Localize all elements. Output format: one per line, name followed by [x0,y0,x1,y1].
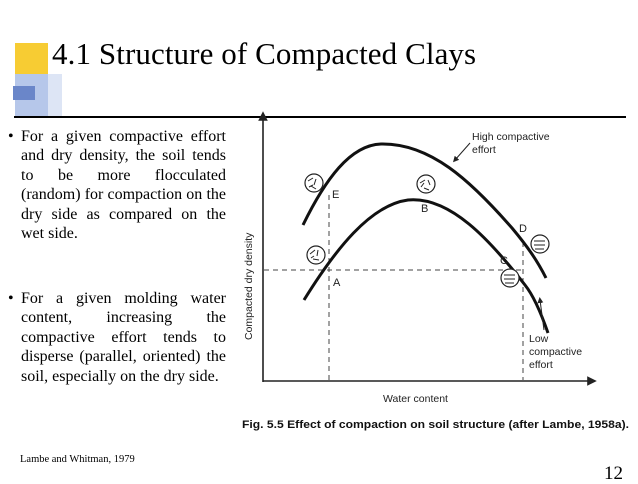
structure-icon-d [531,235,549,253]
low-effort-label-line3: effort [529,359,553,371]
point-label-a: A [333,277,341,289]
page-number: 12 [604,463,623,484]
bullet-item [8,289,226,386]
point-label-b: B [421,203,429,215]
compaction-diagram [235,105,633,440]
point-label-d: D [519,223,527,235]
y-axis-label: Compacted dry density [243,232,255,340]
bullet-text: For a given compactive effort and dry density, the soil tends to be more flocculated (random) for compaction on the dry side as compared on the wet side. [21,128,226,243]
structure-icon-e [305,174,323,192]
bullet-marker: • [8,290,14,307]
citation: Lambe and Whitman, 1979 [20,454,135,465]
structure-icon-c [501,269,519,287]
high-effort-leader [455,143,470,160]
low-effort-label-line2: compactive [529,346,583,358]
structure-icon-a [307,246,325,264]
deco-square-blue-dark [13,86,35,100]
high-effort-label-line1: High compactive [472,131,550,143]
x-axis-label: Water content [383,393,448,405]
low-effort-curve [304,200,548,333]
slide-title: 4.1 Structure of Compacted Clays [52,36,477,71]
bullet-text: For a given molding water content, increasing the compactive effort tends to disperse (parallel, oriented) the soil, especially on the dry side. [21,290,226,385]
low-effort-label-line1: Low [529,333,549,345]
structure-icon-b [417,175,435,193]
deco-square-yellow [15,43,48,74]
point-label-e: E [332,189,340,201]
figure-caption: Fig. 5.5 Effect of compaction on soil structure (after Lambe, 1958a). [242,419,629,431]
deco-square-blue-pale [48,74,62,116]
point-label-c: C [500,255,508,267]
bullet-item [8,127,226,243]
bullet-marker: • [8,128,14,145]
high-effort-label-line2: effort [472,144,496,156]
